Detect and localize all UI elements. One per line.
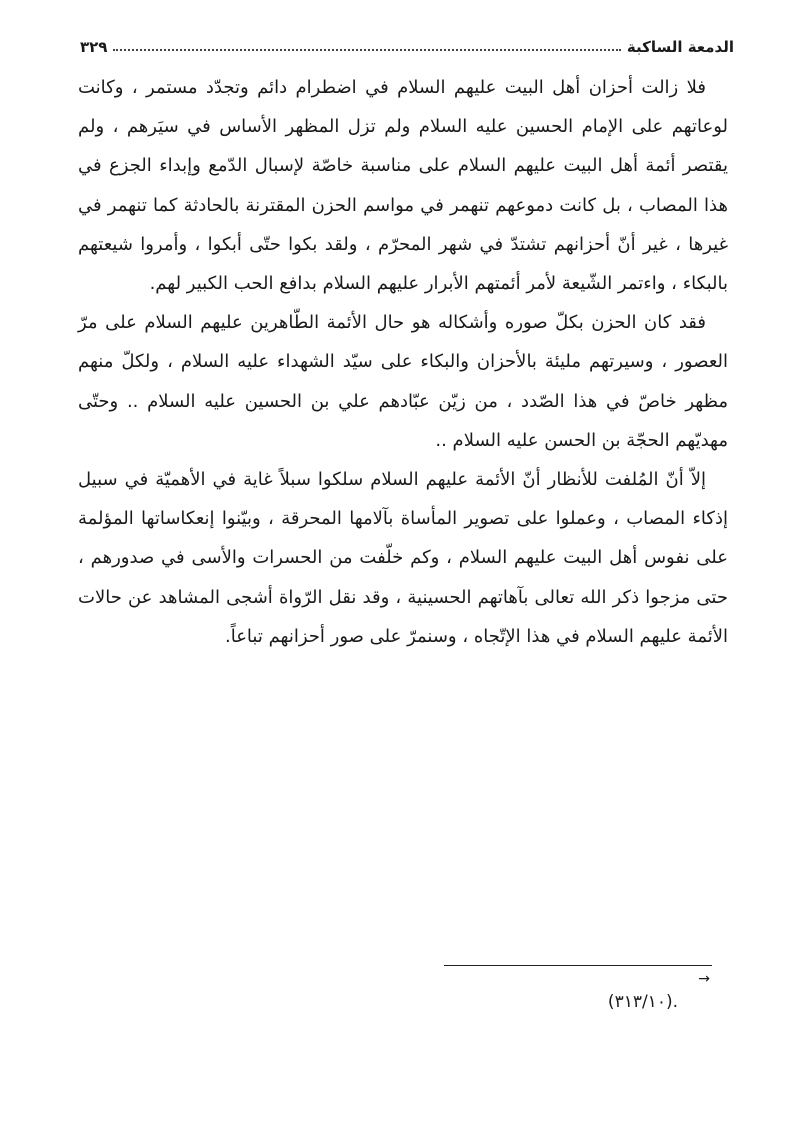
page-number: ٣٢٩ (80, 38, 108, 56)
running-title: الدمعة الساكبة (626, 38, 734, 56)
main-text (78, 68, 728, 656)
paragraph-2: فقد كان الحزن بكلّ صوره وأشكاله هو حال الأئمة الطّاهرين عليهم السلام على مرّ العصور ، وسيرتهم مليئة بالأحزان والبكاء على سيّد الشهداء عليه السلام ، ولكلّ منهم مظهر خاصّ في هذا الصّدد ، من زيّن عبّادهم علي بن الحسين عليه السلام .. وحتّى مهديّهم الحجّة بن الحسن عليه السلام .. (78, 312, 728, 451)
paragraph-3: إلاّ أنّ المُلفت للأنظار أنّ الأئمة عليهم السلام سلكوا سبلاً غاية في الأهميّة في سبيل إذكاء المصاب ، وعملوا على تصوير المأساة بآلامها المحرقة ، وبيّنوا إنعكاساتها المؤلمة على نفوس أهل البيت عليهم السلام ، وكم خلّفت من الحسرات والأسى في صدورهم ، حتى مزجوا ذكر الله تعالى بآهاتهم الحسينية ، وقد نقل الرّواة أشجى المشاهد عن حالات الأئمة عليهم السلام في هذا الإتّجاه ، وسنمرّ على صور أحزانهم تباعاً. (78, 469, 728, 647)
page-header (80, 30, 734, 56)
paragraph-1: فلا زالت أحزان أهل البيت عليهم السلام في اضطرام دائم وتجدّد مستمر ، وكانت لوعاتهم على الإمام الحسين عليه السلام ولم تزل المظهر الأساس في سيَرهم ، ولم يقتصر أئمة أهل البيت عليهم السلام على مناسبة خاصّة لإسبال الدّمع وإبداء الجزع في هذا المصاب ، بل كانت دموعهم تنهمر في مواسم الحزن المقترنة بالحادثة كما تنهمر في غيرها ، غير أنّ أحزانهم تشتدّ في شهر المحرّم ، ولقد بكوا حتّى أبكوا ، وأمروا شيعتهم بالبكاء ، واءتمر الشّيعة لأمر أئمتهم الأبرار عليهم السلام بدافع الحب الكبير لهم. (78, 77, 728, 295)
footnote: .(٣١٣/١٠) (607, 992, 678, 1012)
header-dotted-leader (113, 49, 620, 51)
footnote-continuation-arrow-icon: → (698, 971, 710, 987)
footnote-separator (444, 965, 712, 966)
